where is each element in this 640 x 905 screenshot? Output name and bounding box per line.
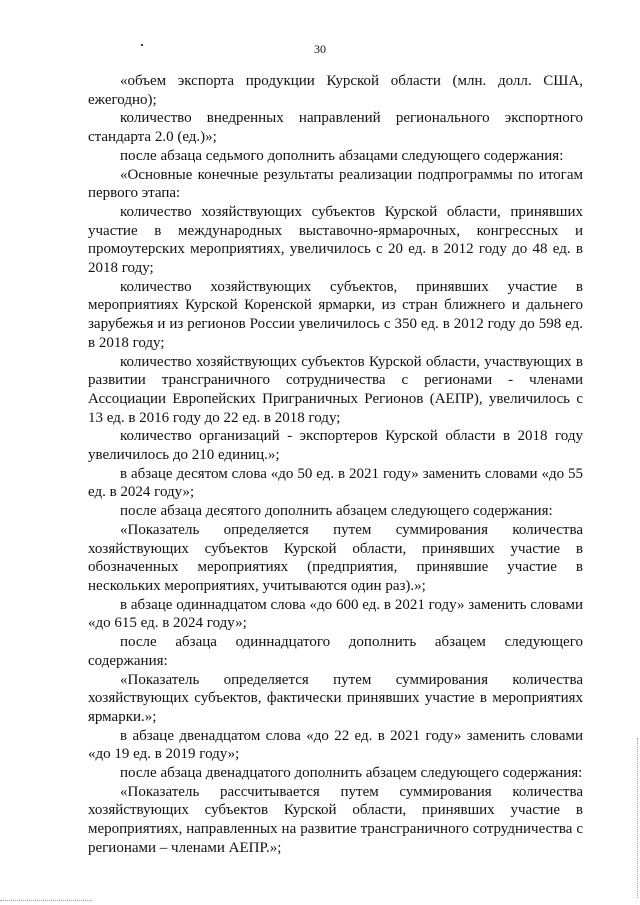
paragraph: «Показатель определяется путем суммирования количества хозяйствующих субъектов, фактически принявших участие в мероприятиях ярмарки.»; <box>88 671 583 725</box>
paragraph: в абзаце двенадцатом слова «до 22 ед. в 2021 году» заменить словами «до 19 ед. в 2019 году»; <box>88 727 583 763</box>
paragraph: количество внедренных направлений регионального экспортного стандарта 2.0 (ед.)»; <box>88 110 583 146</box>
paragraph: количество хозяйствующих субъектов, принявших участие в мероприятиях Курской Коренской ярмарки, из стран ближнего и дальнего зарубежья и из регионов России увеличилось с 350 ед. в 2012 году до 598 ед. в 2018 году; <box>88 278 583 351</box>
paragraph: после абзаца десятого дополнить абзацем следующего содержания: <box>120 503 553 520</box>
paragraph: в абзаце одиннадцатом слова «до 600 ед. в 2021 году» заменить словами «до 615 ед. в 2024 году»; <box>88 596 583 632</box>
paragraph: после абзаца двенадцатого дополнить абзацем следующего содержания: <box>120 765 583 782</box>
paragraph: «Основные конечные результаты реализации подпрограммы по итогам первого этапа: <box>88 166 583 202</box>
page-number: 30 <box>314 42 326 56</box>
paragraph: количество организаций - экспортеров Курской области в 2018 году увеличилось до 210 единиц.»; <box>88 428 583 464</box>
paragraph: после абзаца одиннадцатого дополнить абзацем следующего содержания: <box>88 634 583 669</box>
paragraph: количество хозяйствующих субъектов Курской области, участвующих в развитии трансграничного сотрудничества с регионами - членами Ассоциации Европейских Приграничных Регионов (АЕПР), увеличилось с 13 ед. в 2016 году до 22 ед. в 2018 году; <box>88 353 583 426</box>
document-body <box>88 72 583 858</box>
scan-edge-mark <box>0 899 92 901</box>
paragraph: «объем экспорта продукции Курской области (млн. долл. США, ежегодно); <box>88 73 583 108</box>
paragraph: после абзаца седьмого дополнить абзацами следующего содержания: <box>120 147 564 164</box>
paragraph: «Показатель рассчитывается путем суммирования количества хозяйствующих субъектов Курской области, принявших участие в мероприятиях, направленных на развитие трансграничного сотрудничества с регионами – членами АЕПР.»; <box>88 783 583 856</box>
paragraph: количество хозяйствующих субъектов Курской области, принявших участие в международных выставочно-ярмарочных, конгрессных и промоутерских мероприятиях, увеличилось с 20 ед. в 2012 году до 48 ед. в 2018 году; <box>88 203 583 277</box>
paragraph: в абзаце десятом слова «до 50 ед. в 2021 году» заменить словами «до 55 ед. в 2024 году»; <box>88 465 583 501</box>
paragraph: «Показатель определяется путем суммирования количества хозяйствующих субъектов Курской области, принявших участие в обозначенных мероприятиях (предприятия, принявшие участие в нескольких мероприятиях, учитываются один раз).»; <box>88 521 583 594</box>
scan-edge-mark <box>636 738 638 898</box>
